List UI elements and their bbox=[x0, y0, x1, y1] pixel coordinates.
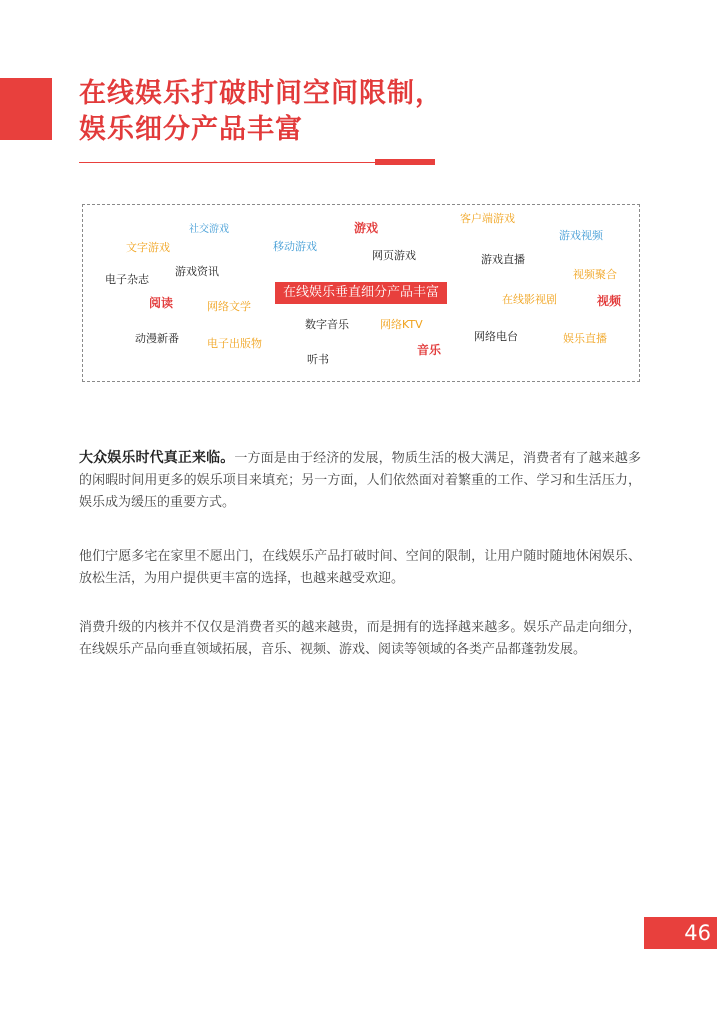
paragraph-3: 消费升级的内核并不仅仅是消费者买的越来越贵，而是拥有的选择越来越多。娱乐产品走向细分，在线娱乐产品向垂直领域拓展，音乐、视频、游戏、阅读等领域的各类产品都蓬勃发展。 bbox=[79, 620, 641, 657]
page-number: 46 bbox=[644, 917, 717, 949]
red-accent-block bbox=[0, 78, 52, 140]
cloud-tag: 在线影视剧 bbox=[502, 293, 557, 306]
cloud-tag: 移动游戏 bbox=[273, 240, 317, 253]
cloud-tag: 社交游戏 bbox=[189, 224, 229, 235]
cloud-tag: 游戏视频 bbox=[559, 229, 603, 242]
cloud-tag: 游戏 bbox=[354, 221, 379, 235]
paragraph-1-lead: 大众娱乐时代真正来临。 bbox=[79, 450, 235, 466]
title-underline bbox=[79, 162, 375, 163]
cloud-tag: 视频 bbox=[597, 294, 622, 308]
word-cloud-box bbox=[82, 204, 640, 382]
cloud-tag: 阅读 bbox=[149, 296, 174, 310]
paragraph-1-text: 一方面是由于经济的发展，物质生活的极大满足，消费者有了越来越多的闲暇时间用更多的娱乐项目来填充；另一方面，人们依然面对着繁重的工作、学习和生活压力，娱乐成为缓压的重要方式。 bbox=[79, 451, 641, 510]
cloud-tag: 游戏直播 bbox=[481, 253, 525, 266]
cloud-tag: 视频聚合 bbox=[573, 268, 617, 281]
cloud-tag: 游戏资讯 bbox=[175, 265, 219, 278]
cloud-tag: 电子杂志 bbox=[105, 273, 149, 286]
cloud-tag: 动漫新番 bbox=[135, 332, 179, 345]
cloud-tag: 网络KTV bbox=[380, 318, 423, 331]
cloud-center-label: 在线娱乐垂直细分产品丰富 bbox=[275, 282, 447, 304]
page-title bbox=[79, 76, 443, 148]
cloud-tag: 电子出版物 bbox=[207, 337, 262, 350]
cloud-tag: 文字游戏 bbox=[126, 241, 170, 254]
cloud-tag: 娱乐直播 bbox=[563, 332, 607, 345]
cloud-tag: 数字音乐 bbox=[305, 318, 349, 331]
title-line-2: 娱乐细分产品丰富 bbox=[79, 114, 303, 145]
cloud-tag: 网络文学 bbox=[207, 300, 251, 313]
cloud-tag: 网络电台 bbox=[474, 330, 518, 343]
cloud-tag: 客户端游戏 bbox=[460, 212, 515, 225]
title-line-1: 在线娱乐打破时间空间限制， bbox=[79, 78, 443, 109]
cloud-tag: 听书 bbox=[307, 353, 329, 366]
paragraph-2: 他们宁愿多宅在家里不愿出门，在线娱乐产品打破时间、空间的限制，让用户随时随地休闲娱乐、放松生活，为用户提供更丰富的选择，也越来越受欢迎。 bbox=[79, 549, 641, 586]
cloud-tag: 音乐 bbox=[417, 343, 442, 357]
paragraph-1 bbox=[79, 447, 641, 514]
cloud-tag: 网页游戏 bbox=[372, 249, 416, 262]
title-underline-accent bbox=[375, 159, 435, 165]
